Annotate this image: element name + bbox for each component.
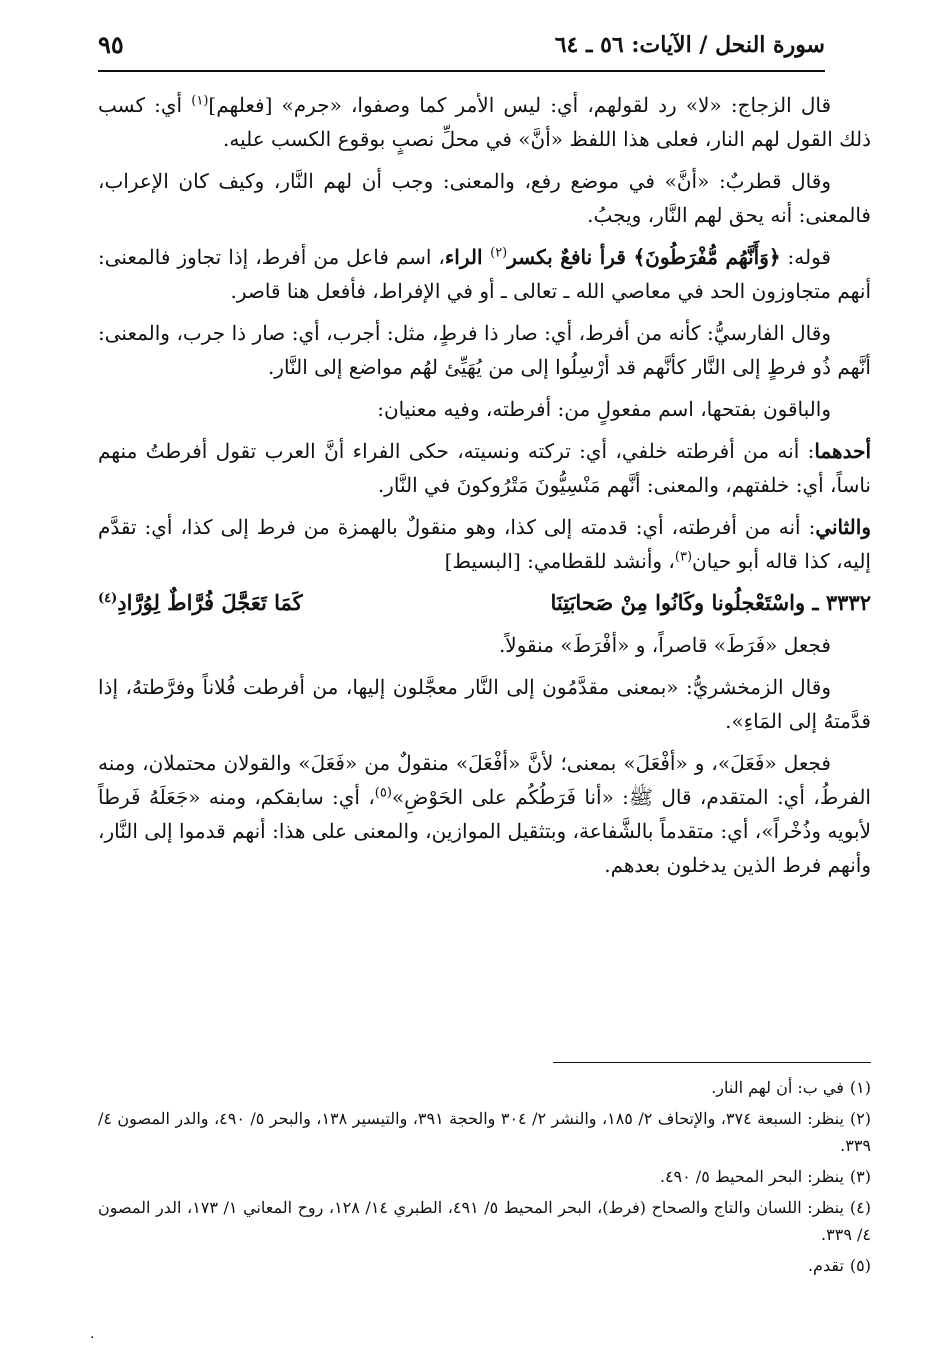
footnote-separator (553, 1062, 871, 1063)
footnotes (98, 1074, 871, 1283)
paragraph-zamakhshari (98, 670, 871, 738)
footnote-number: (٥) (849, 1256, 871, 1275)
paragraph-text: ، أي: سابقكم، ومنه «جَعَلَهُ فَرطاً لأبويه وذُخْراً»، أي: متقدماً بالشَّفاعة، وبتثقيل الموازين، والمعنى على هذا: أنهم قدموا إلى النَّار، وأنهم فرط الذين يدخلون بعدهم. (98, 785, 871, 877)
paragraph-lead: أحدهما (814, 439, 871, 463)
paragraph-text: فجعل «فَعَلَ»، و «أفْعَلَ» بمعنى؛ لأنَّ «أفْعَلَ» منقولٌ من «فَعَلَ» والقولان محتملان، ومنه الفرطُ، أي: المتقدم، قال ﷺ: «أنا فَرَطُكُم على الحَوْضِ» (98, 751, 871, 809)
poem-second-hemistich: كَمَا تَعَجَّلَ فُرَّاطٌ لِوُرَّادِ (117, 590, 303, 615)
footnote-text: تقدم. (807, 1256, 844, 1275)
paragraph-farisi (98, 316, 871, 384)
paragraph-text: ، وأنشد للقطامي: [البسيط] (444, 549, 675, 573)
paragraph-second-meaning (98, 510, 871, 578)
footnote-number: (٣) (849, 1167, 871, 1186)
paragraph-text: : أنه من أفرطته خلفي، أي: تركته ونسيته، حكى الفراء أنَّ العرب تقول أفرطتُ منهم ناساً، أي: خلفتهم، والمعنى: أنَّهم مَنْسِيُّونَ مَتْرُوكونَ في النَّار. (98, 439, 871, 497)
footnote-marker: (٥) (374, 785, 392, 801)
poem-first-hemistich: ٣٣٣٢ ـ واسْتَعْجلُونا وكَانُوا مِنْ صَحابَتِنَا (550, 590, 871, 615)
footnote (98, 1194, 871, 1248)
footnote-marker: (٤) (98, 591, 118, 606)
paragraph-text: : أنه من أفرطته، أي: قدمته إلى كذا، وهو منقولٌ بالهمزة من فرط إلى كذا، أي: تقدَّم إليه، كذا قاله أبو حيان (98, 515, 871, 573)
quran-verse: ﴿وَأَنَّهُم مُّفْرَطُونَ﴾ قرأ نافعٌ بكسر (507, 245, 781, 269)
paragraph-others (98, 392, 871, 426)
paragraph-first-meaning (98, 434, 871, 502)
paragraph-text: ، اسم فاعل من أفرط، إذا تجاوز فالمعنى: أنهم متجاوزون الحد في معاصي الله ـ تعالى ـ أو في الإفراط، فأفعل هنا قاصر. (98, 245, 871, 303)
paragraph-text: والباقون بفتحها، اسم مفعولٍ من: أفرطته، وفيه معنيان: (377, 397, 831, 421)
paragraph-lead: والثاني (815, 515, 871, 539)
footnote (98, 1074, 871, 1101)
running-header (98, 28, 825, 72)
paragraph-text: وقال الفارسيُّ: كأنه من أفرط، أي: صار ذا فرطٍ، مثل: أجرب، أي: صار ذا جرب، والمعنى: أنَّهم ذُو فرطٍ إلى النَّار كأنَّهم قد أرْسِلُوا إلى من يُهَيِّئ لهُم مواضع إلى النَّار. (98, 321, 871, 379)
footnote-marker: (٣) (674, 549, 693, 565)
footnote-text: ينظر: السبعة ٣٧٤، والإتحاف ٢/ ١٨٥، والنشر ٢/ ٣٠٤ والحجة ٣٩١، والتيسير ١٣٨، والبحر ٥/ ٤٩٠، والدر المصون ٤/ ٣٣٩. (98, 1109, 871, 1155)
paragraph-text: وقال الزمخشريُّ: «بمعنى مقدَّمُون إلى النَّار معجَّلون إليها، من أفرطت فُلاناً وفرَّطتهُ، إذا قدَّمتهُ إلى المَاءِ». (98, 675, 871, 733)
paragraph-verse-reading (98, 240, 871, 308)
paragraph-text: قال الزجاج: «لا» رد لقولهم، أي: ليس الأمر كما وصفوا، «جرم» [فعلهم] (208, 93, 831, 117)
header-title: سورة النحل / الآيات: ٥٦ ـ ٦٤ (549, 32, 825, 58)
paragraph-qutrub (98, 164, 871, 232)
footnote (98, 1105, 871, 1159)
footnote-marker: (٢) (490, 245, 508, 261)
print-speck: · (90, 1330, 95, 1346)
paragraph-text: وقال قطربٌ: «أنَّ» في موضع رفع، والمعنى: وجب أن لهم النَّار، وكيف كان الإعراب، فالمعنى: أنه يحق لهم النَّار، ويجبُ. (98, 169, 871, 227)
poem-verse (98, 586, 871, 620)
paragraph-text: فجعل «فَرَطَ» قاصراً، و «أفْرَطَ» منقولاً. (498, 633, 831, 657)
paragraph-conclusion (98, 628, 871, 662)
footnote-text: ينظر: اللسان والتاج والصحاح (فرط)، البحر المحيط ٥/ ٤٩١، الطبري ١٤/ ١٢٨، روح المعاني ١/ ١٧٣، الدر المصون ٤/ ٣٣٩. (98, 1198, 871, 1244)
footnote-text: في ب: أن لهم النار. (711, 1078, 844, 1097)
footnote-text: ينظر: البحر المحيط ٥/ ٤٩٠. (659, 1167, 844, 1186)
page-number: ٩٥ (98, 30, 130, 59)
footnote (98, 1163, 871, 1190)
paragraph-faal-afal (98, 746, 871, 882)
paragraph-lead: قوله: (780, 245, 831, 269)
paragraph-zajjaj (98, 88, 871, 156)
footnote-number: (١) (849, 1078, 871, 1097)
main-text (98, 88, 871, 890)
reading-note: الراء (444, 245, 491, 269)
footnote-number: (٤) (849, 1198, 872, 1217)
paragraph-text: أي: كسب ذلك القول لهم النار، فعلى هذا اللفظ «أنَّ» في محلِّ نصبٍ بوقوع الكسب عليه. (98, 93, 871, 151)
footnote-number: (٢) (849, 1109, 872, 1128)
footnote (98, 1252, 871, 1279)
footnote-marker: (١) (191, 93, 209, 109)
